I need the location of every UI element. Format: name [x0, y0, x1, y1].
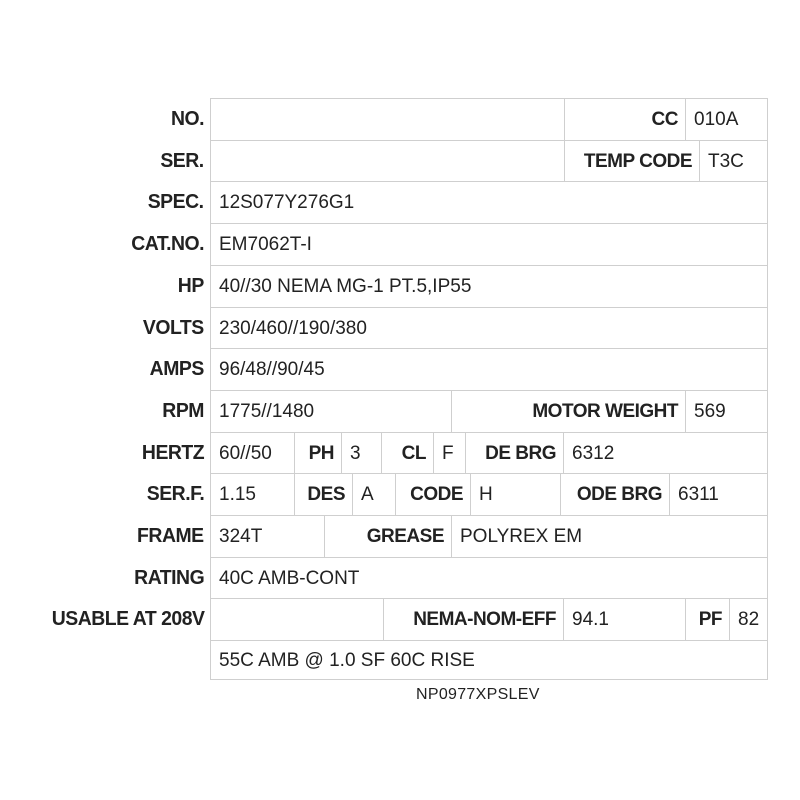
cl-value: F — [433, 432, 465, 474]
pf-label: PF — [685, 598, 729, 640]
hp-value: 40//30 NEMA MG-1 PT.5,IP55 — [210, 265, 767, 307]
ser-label: SER. — [160, 150, 204, 172]
table-bottom-border — [210, 679, 768, 680]
frame-label: FRAME — [137, 525, 204, 547]
cc-value: 010A — [685, 98, 767, 140]
usable-value — [210, 598, 383, 640]
de-brg-label: DE BRG — [465, 432, 563, 474]
grease-value: POLYREX EM — [451, 515, 767, 557]
rating-label: RATING — [133, 567, 204, 589]
ode-brg-label: ODE BRG — [560, 473, 669, 515]
amps-value: 96/48//90/45 — [210, 348, 767, 390]
hp-label: HP — [178, 275, 204, 297]
nema-nom-eff-label: NEMA-NOM-EFF — [383, 598, 563, 640]
frame-value: 324T — [210, 515, 324, 557]
ode-brg-value: 6311 — [669, 473, 767, 515]
cat-no-label: CAT.NO. — [131, 233, 204, 255]
no-label: NO. — [170, 108, 204, 130]
usable-label: USABLE AT 208V — [51, 608, 204, 630]
temp-code-value: T3C — [699, 140, 767, 182]
des-label: DES — [294, 473, 352, 515]
nameplate-part-number: NP0977XPSLEV — [416, 686, 540, 703]
code-value: H — [470, 473, 560, 515]
nema-nom-eff-value: 94.1 — [563, 598, 685, 640]
volts-label: VOLTS — [143, 317, 204, 339]
rise-value: 55C AMB @ 1.0 SF 60C RISE — [210, 640, 767, 680]
grease-label: GREASE — [324, 515, 451, 557]
rpm-value: 1775//1480 — [210, 390, 451, 432]
motor-weight-label: MOTOR WEIGHT — [451, 390, 685, 432]
spec-label: SPEC. — [148, 191, 204, 213]
pf-value: 82 — [729, 598, 767, 640]
cc-label: CC — [564, 98, 685, 140]
volts-value: 230/460//190/380 — [210, 307, 767, 349]
spec-value: 12S077Y276G1 — [210, 181, 767, 223]
de-brg-value: 6312 — [563, 432, 767, 474]
amps-label: AMPS — [149, 358, 204, 380]
code-label: CODE — [395, 473, 470, 515]
temp-code-label: TEMP CODE — [564, 140, 699, 182]
hertz-value: 60//50 — [210, 432, 294, 474]
no-value — [210, 98, 564, 140]
cat-no-value: EM7062T-I — [210, 223, 767, 265]
ph-label: PH — [294, 432, 341, 474]
motor-weight-value: 569 — [685, 390, 767, 432]
table-right-border — [767, 98, 768, 680]
ser-f-value: 1.15 — [210, 473, 294, 515]
rpm-label: RPM — [162, 400, 204, 422]
hertz-label: HERTZ — [141, 442, 204, 464]
rating-value: 40C AMB-CONT — [210, 557, 767, 599]
ph-value: 3 — [341, 432, 381, 474]
ser-f-label: SER.F. — [146, 483, 204, 505]
cl-label: CL — [381, 432, 433, 474]
des-value: A — [352, 473, 395, 515]
ser-value — [210, 140, 564, 182]
